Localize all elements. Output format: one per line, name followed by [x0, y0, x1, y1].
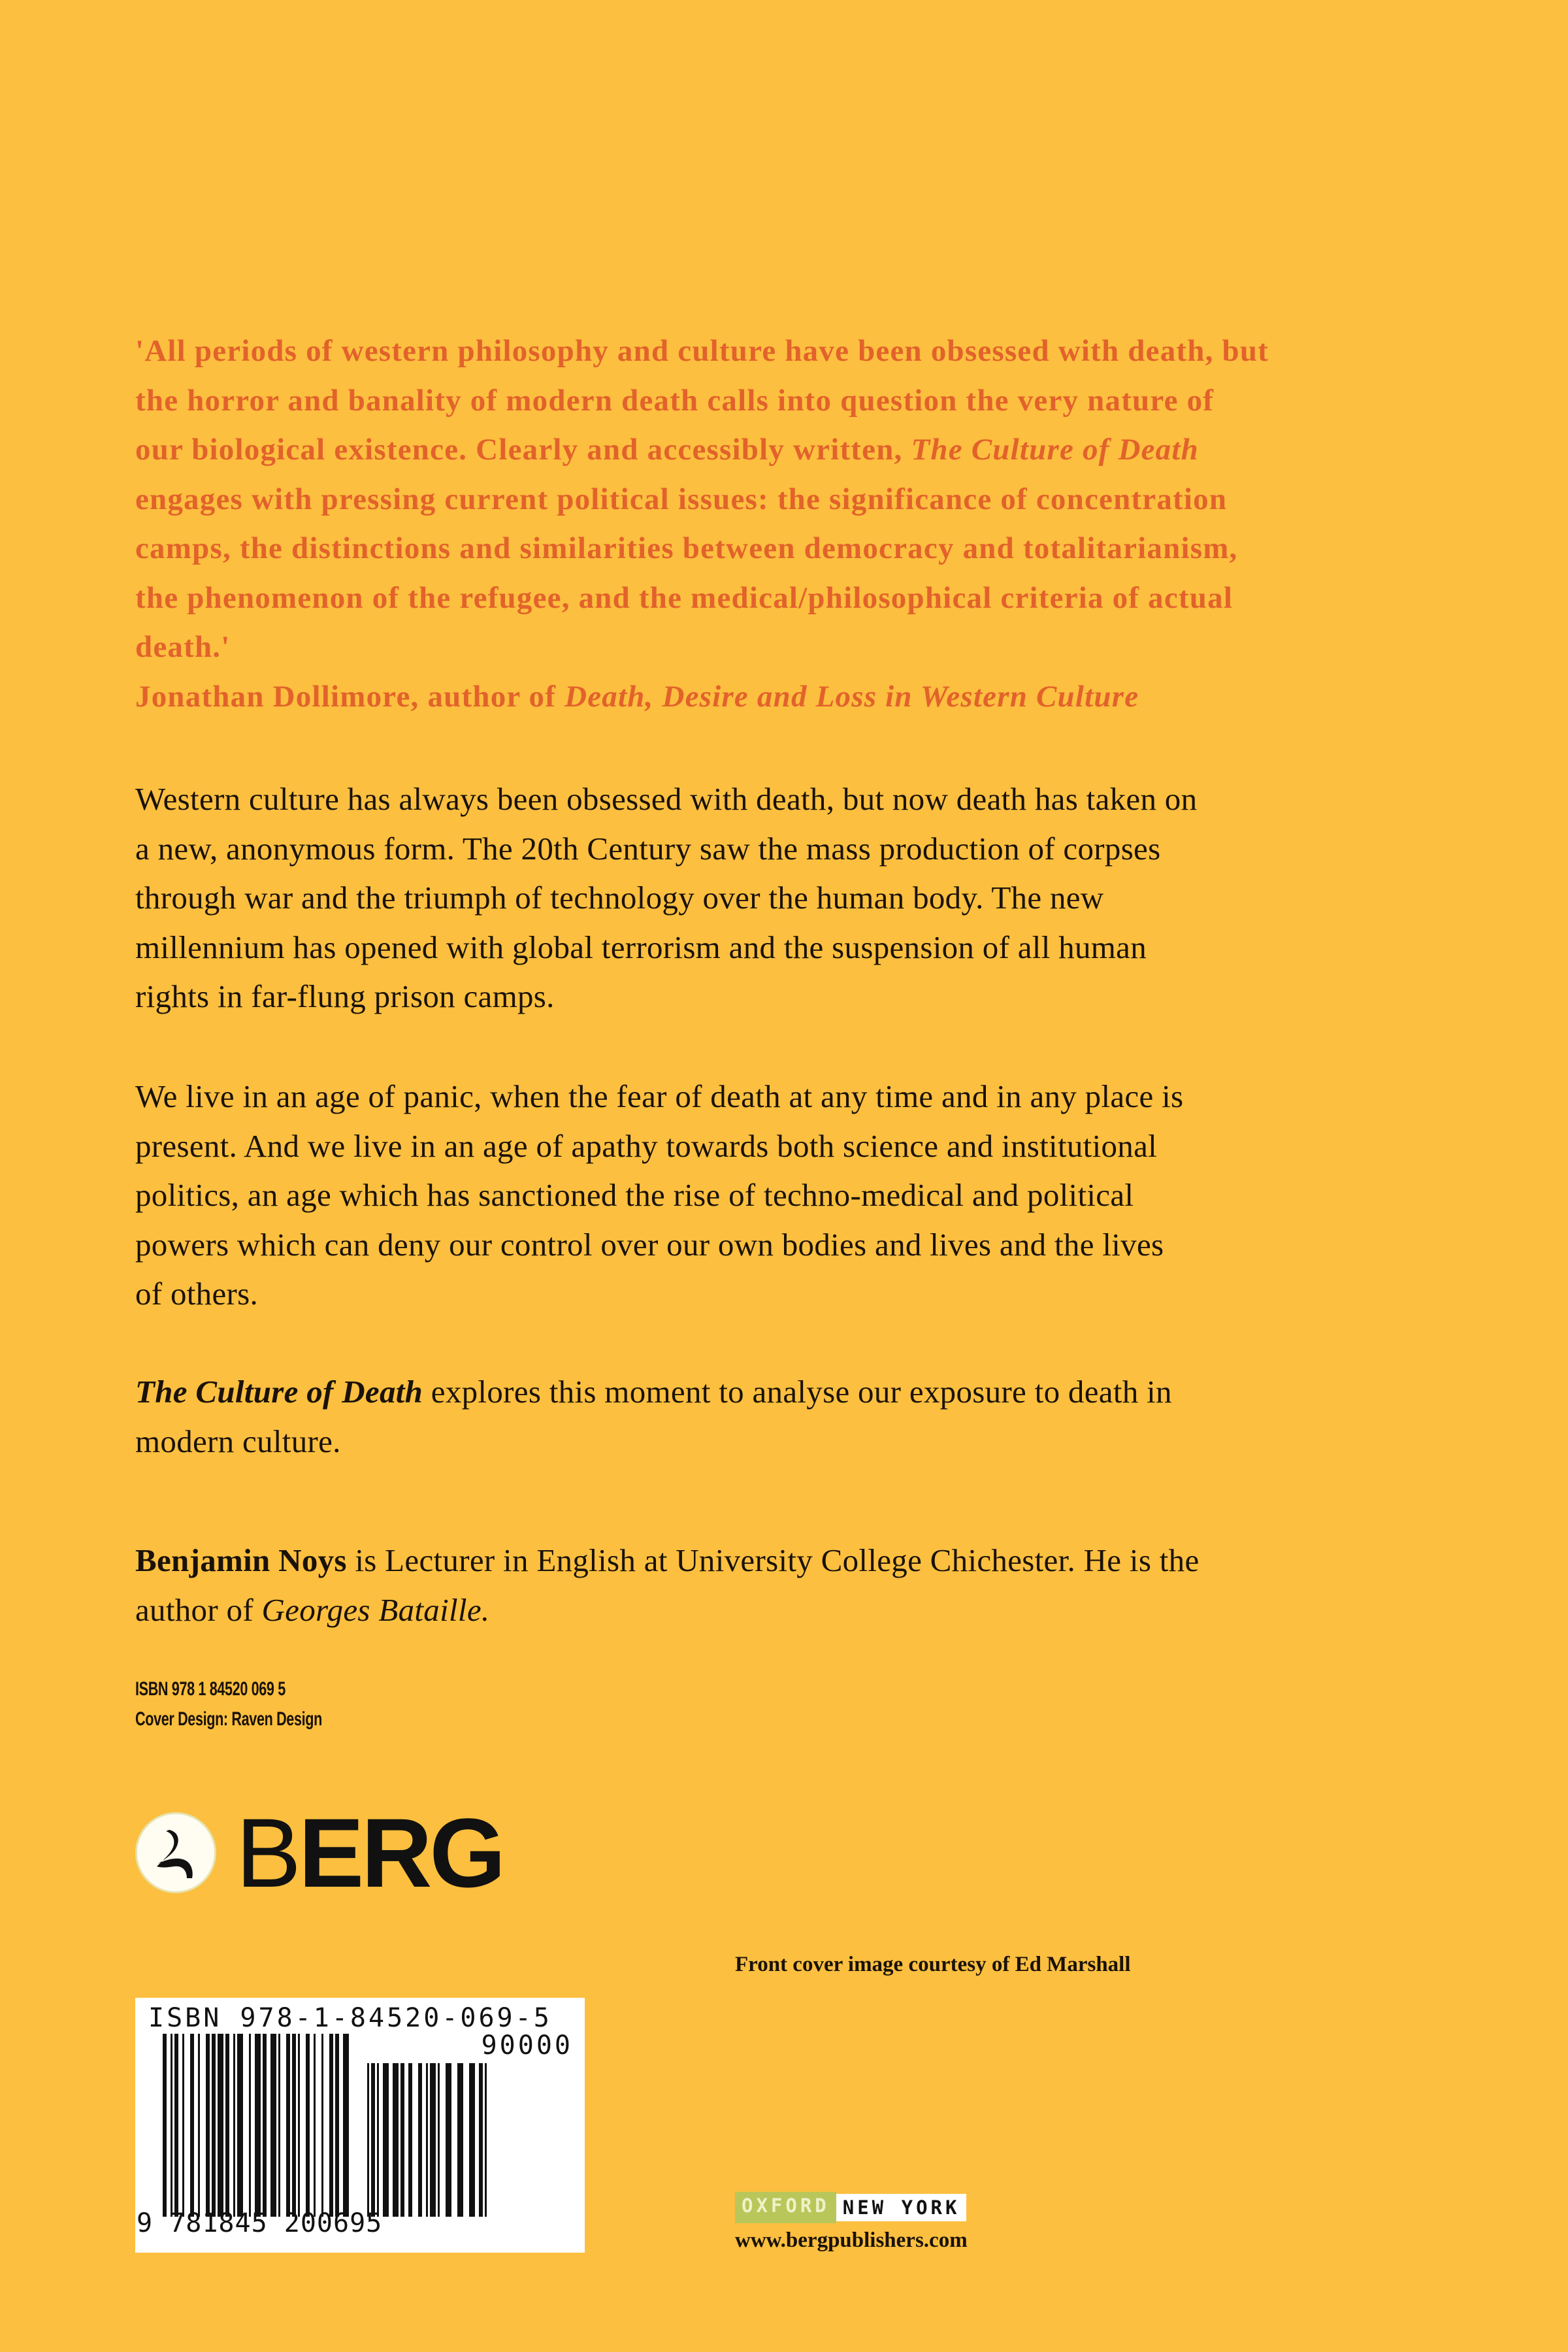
- text-segment: politics, an age which has sanctioned the rise of techno-medical and political: [135, 1177, 1134, 1213]
- text-segment: powers which can deny our control over our own bodies and lives and the lives: [135, 1226, 1164, 1263]
- barcode-addon: 90000: [481, 2030, 573, 2061]
- barcode-bar: [255, 2034, 261, 2217]
- text-line: [135, 1585, 1442, 1635]
- barcode-bar: [383, 2063, 389, 2217]
- text-segment: Benjamin Noys: [135, 1542, 347, 1578]
- barcode-bar: [190, 2034, 194, 2217]
- barcode-bar: [479, 2063, 483, 2217]
- barcode-bar: [278, 2034, 280, 2217]
- description-paragraph-1: [135, 774, 1442, 1021]
- text-segment: present. And we live in an age of apathy towards both science and institutional: [135, 1127, 1158, 1164]
- barcode-bar: [408, 2063, 412, 2217]
- barcode-bar: [286, 2034, 290, 2217]
- barcode-bar: [438, 2063, 440, 2217]
- text-segment: through war and the triumph of technology over the human body. The new: [135, 880, 1104, 916]
- barcode-isbn: ISBN 978-1-84520-069-5: [148, 2003, 552, 2033]
- barcode-bar: [233, 2034, 235, 2217]
- barcode-bar: [485, 2063, 487, 2217]
- text-segment: explores this moment to analyse our exposure to death in: [423, 1374, 1172, 1410]
- barcode-bar: [335, 2034, 339, 2217]
- text-line: [135, 1417, 1442, 1466]
- text-line: [135, 327, 1442, 376]
- text-segment: The Culture of Death: [911, 433, 1199, 467]
- logo-text-b: B: [236, 1798, 299, 1908]
- barcode-bar: [314, 2034, 316, 2217]
- text-segment: Jonathan Dollimore, author of: [135, 679, 565, 714]
- text-segment: author of: [135, 1591, 262, 1628]
- text-line: [135, 524, 1442, 574]
- isbn-credits: [135, 1674, 322, 1734]
- text-segment: is Lecturer in English at University College Chichester. He is the: [346, 1542, 1200, 1578]
- barcode-bar: [206, 2034, 210, 2217]
- barcode-bar: [329, 2034, 333, 2217]
- text-line: [135, 1220, 1442, 1270]
- berg-logo: [135, 1798, 504, 1908]
- barcode-bar: [198, 2034, 200, 2217]
- text-segment: 'All periods of western philosophy and culture have been obsessed with death, but: [135, 334, 1269, 368]
- isbn-barcode: [135, 1998, 585, 2253]
- text-line: [135, 425, 1442, 475]
- text-segment: Georges Bataille.: [261, 1591, 490, 1628]
- barcode-bar: [377, 2063, 379, 2217]
- barcode-bar: [249, 2034, 251, 2217]
- text-line: [135, 1536, 1442, 1585]
- barcode-bar: [218, 2034, 223, 2217]
- text-segment: camps, the distinctions and similarities between democracy and totalitarianism,: [135, 531, 1238, 565]
- cover-design-credit: Cover Design: Raven Design: [135, 1708, 322, 1730]
- barcode-bar: [393, 2063, 399, 2217]
- barcode-bar: [400, 2063, 404, 2217]
- isbn-line: ISBN 978 1 84520 069 5: [135, 1678, 286, 1700]
- barcode-bar: [237, 2034, 243, 2217]
- text-line: [135, 1269, 1442, 1319]
- text-line: [135, 824, 1442, 874]
- text-segment: the horror and banality of modern death calls into question the very nature of: [135, 383, 1215, 418]
- text-segment: millennium has opened with global terrorism and the suspension of all human: [135, 929, 1147, 965]
- barcode-bar: [163, 2034, 167, 2217]
- barcode-bar: [292, 2034, 296, 2217]
- author-bio: [135, 1536, 1442, 1634]
- barcode-bar: [321, 2034, 323, 2217]
- barcode-bar: [182, 2034, 184, 2217]
- text-line: [135, 672, 1442, 722]
- text-segment: a new, anonymous form. The 20th Century saw the mass production of corpses: [135, 830, 1161, 867]
- text-line: [135, 623, 1442, 672]
- description-paragraph-3: [135, 1367, 1442, 1466]
- barcode-bar: [212, 2034, 216, 2217]
- text-line: [135, 1072, 1442, 1121]
- barcode-bar: [430, 2063, 436, 2217]
- barcode-bar: [263, 2034, 267, 2217]
- text-segment: Western culture has always been obsessed with death, but now death has taken on: [135, 781, 1198, 817]
- barcode-bar: [457, 2063, 463, 2217]
- text-line: [135, 376, 1442, 426]
- review-quote: [135, 327, 1442, 721]
- barcode-bar: [270, 2034, 276, 2217]
- text-segment: engages with pressing current political issues: the significance of concentration: [135, 482, 1228, 516]
- barcode-bar: [174, 2034, 178, 2217]
- publisher-url[interactable]: www.bergpublishers.com: [735, 2228, 968, 2252]
- text-segment: We live in an age of panic, when the fear of death at any time and in any place is: [135, 1078, 1184, 1114]
- text-line: [135, 1367, 1442, 1417]
- text-line: [135, 1170, 1442, 1220]
- text-segment: The Culture of Death: [135, 1374, 423, 1410]
- barcode-bar: [469, 2063, 475, 2217]
- text-line: [135, 873, 1442, 923]
- barcode-bar: [426, 2063, 428, 2217]
- text-line: [135, 972, 1442, 1021]
- text-segment: the phenomenon of the refugee, and the medical/philosophical criteria of actual: [135, 580, 1233, 615]
- barcode-bar: [418, 2063, 422, 2217]
- location-new-york: NEW YORK: [836, 2194, 967, 2221]
- barcode-bar: [225, 2034, 229, 2217]
- publisher-locations: [735, 2192, 968, 2223]
- text-segment: our biological existence. Clearly and accessibly written,: [135, 433, 911, 467]
- barcode-bar: [306, 2034, 310, 2217]
- text-line: [135, 475, 1442, 525]
- barcode-bar: [343, 2034, 349, 2217]
- barcode-number: 9 781845 200695: [137, 2208, 383, 2238]
- text-segment: Death, Desire and Loss in Western Culture: [564, 679, 1139, 714]
- barcode-bar: [367, 2063, 369, 2217]
- barcode-bar: [171, 2034, 172, 2217]
- text-segment: rights in far-flung prison camps.: [135, 978, 555, 1014]
- text-line: [135, 1121, 1442, 1171]
- text-line: [135, 774, 1442, 824]
- berg-bird-icon: [135, 1812, 216, 1893]
- text-line: [135, 574, 1442, 623]
- text-line: [135, 923, 1442, 972]
- front-cover-credit: Front cover image courtesy of Ed Marshall: [735, 1953, 1131, 1976]
- barcode-bar: [298, 2034, 300, 2217]
- text-segment: of others.: [135, 1276, 259, 1312]
- location-oxford: OXFORD: [735, 2192, 836, 2223]
- barcode-bar: [371, 2063, 375, 2217]
- barcode-bar: [446, 2063, 451, 2217]
- text-segment: modern culture.: [135, 1423, 341, 1459]
- description-paragraph-2: [135, 1072, 1442, 1319]
- logo-text-erg: ERG: [299, 1798, 504, 1908]
- text-segment: death.': [135, 630, 231, 664]
